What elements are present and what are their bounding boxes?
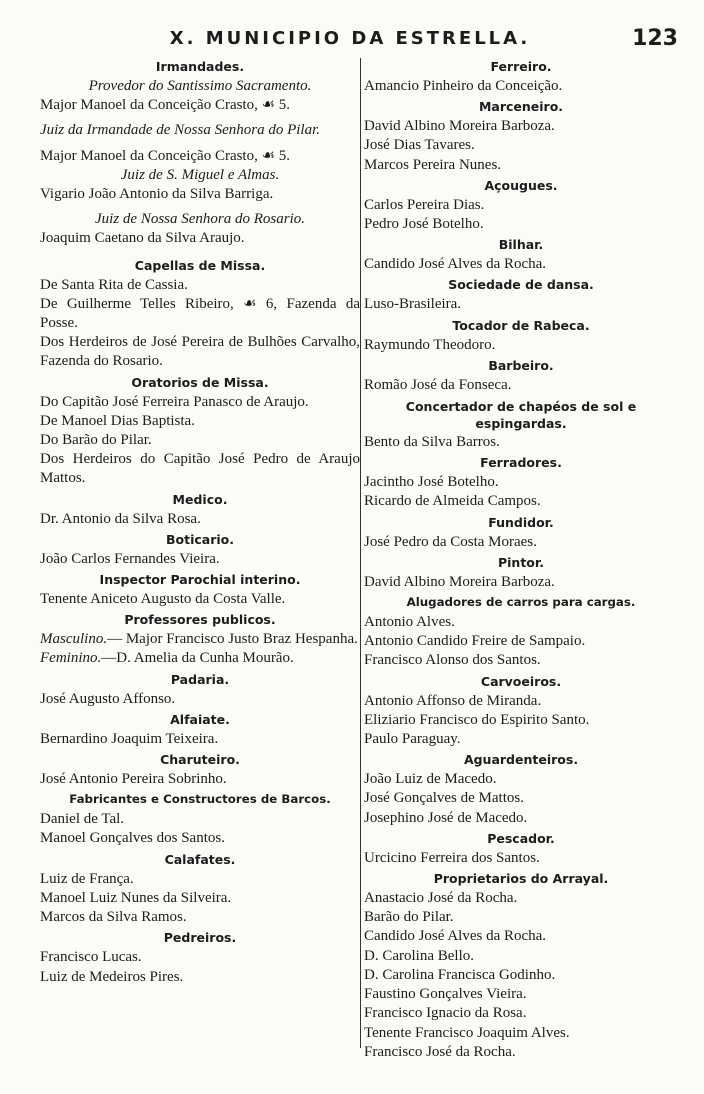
- entry: Major Manoel da Conceição Crasto, ☙ 5.: [40, 147, 291, 164]
- section-heading-medico: Medico.: [172, 491, 228, 507]
- entry: Luiz de Medeiros Pires.: [40, 968, 184, 985]
- left-column: [40, 56, 360, 987]
- section-heading-bilhar: Bilhar.: [498, 237, 544, 253]
- section-heading-pescador: Pescador.: [487, 830, 555, 846]
- entry: [40, 649, 360, 668]
- entry: Dos Herdeiros do Capitão José Pedro de Araujo Mattos.: [40, 451, 360, 487]
- entry: Carlos Pereira Dias.: [364, 196, 485, 213]
- section-heading-acougues: Açougues.: [484, 177, 558, 193]
- entry: Marcos Pereira Nunes.: [364, 156, 502, 173]
- entry: Juiz da Irmandade de Nossa Senhora do Pilar.: [40, 122, 320, 139]
- entry: Ricardo de Almeida Campos.: [364, 493, 541, 510]
- entry: Joaquim Caetano da Silva Araujo.: [40, 230, 245, 247]
- section-heading-carvoeiros: Carvoeiros.: [480, 673, 562, 689]
- entry: Dr. Antonio da Silva Rosa.: [40, 510, 201, 527]
- section-heading-inspector: Inspector Parochial interino.: [99, 572, 301, 588]
- entry: José Antonio Pereira Sobrinho.: [40, 771, 227, 788]
- section-heading-calafates: Calafates.: [164, 851, 236, 867]
- entry: Provedor do Santissimo Sacramento.: [88, 78, 312, 94]
- section-heading-fundidor: Fundidor.: [488, 514, 554, 530]
- entry: Tenente Aniceto Augusto da Costa Valle.: [40, 591, 286, 608]
- entry: José Pedro da Costa Moraes.: [364, 533, 537, 550]
- entry: Marcos da Silva Ramos.: [40, 909, 187, 926]
- entry: Francisco Ignacio da Rosa.: [364, 1005, 527, 1022]
- section-heading-oratorios: Oratorios de Missa.: [131, 374, 269, 390]
- entry: Vigario João Antonio da Silva Barriga.: [40, 186, 274, 203]
- section-heading-ferreiro: Ferreiro.: [490, 59, 552, 74]
- section-heading-capellas: Capellas de Missa.: [134, 257, 266, 273]
- entry: Raymundo Theodoro.: [364, 336, 496, 353]
- entry: Bento da Silva Barros.: [364, 434, 500, 451]
- entry: Do Barão do Pilar.: [40, 432, 152, 449]
- entry: Amancio Pinheiro da Conceição.: [364, 78, 563, 94]
- entry: Francisco José da Rocha.: [364, 1043, 516, 1060]
- entry: Anastacio José da Rocha.: [364, 890, 518, 907]
- section-heading-concertador: Concertador de chapéos de sol e espingardas.: [405, 399, 637, 432]
- entry: Do Capitão José Ferreira Panasco de Araujo.: [40, 393, 309, 410]
- entry: Bernardino Joaquim Teixeira.: [40, 730, 219, 747]
- masculino-name: — Major Francisco Justo Braz Hespanha.: [107, 631, 358, 648]
- entry: José Dias Tavares.: [364, 137, 475, 154]
- entry: Luso-Brasileira.: [364, 296, 462, 313]
- entry: Barão do Pilar.: [364, 909, 454, 926]
- entry: Manoel Gonçalves dos Santos.: [40, 830, 225, 847]
- entry: Luiz de França.: [40, 870, 134, 887]
- page-title: X. MUNICIPIO DA ESTRELLA.: [169, 28, 531, 49]
- entry: Antonio Alves.: [364, 614, 455, 631]
- entry: Josephino José de Macedo.: [364, 809, 528, 826]
- section-heading-proprietarios: Proprietarios do Arrayal.: [433, 871, 609, 887]
- entry: Francisco Lucas.: [40, 949, 142, 966]
- section-heading-pedreiros: Pedreiros.: [163, 930, 237, 946]
- entry: Juiz de Nossa Senhora do Rosario.: [95, 211, 305, 228]
- section-heading-alfaiate: Alfaiate.: [170, 711, 230, 727]
- section-heading-marceneiro: Marceneiro.: [478, 99, 564, 115]
- feminino-name: —D. Amelia da Cunha Mourão.: [101, 650, 294, 667]
- entry: Dos Herdeiros de José Pereira de Bulhões Carvalho, Fazenda do Rosario.: [40, 334, 360, 370]
- entry: Eliziario Francisco do Espirito Santo.: [364, 711, 590, 728]
- entry: D. Carolina Francisca Godinho.: [364, 966, 556, 983]
- entry: Paulo Paraguay.: [364, 731, 461, 748]
- entry: Tenente Francisco Joaquim Alves.: [364, 1024, 570, 1041]
- section-heading-irmandades: Irmandades.: [155, 59, 245, 74]
- section-heading-padaria: Padaria.: [170, 671, 230, 687]
- entry: Pedro José Botelho.: [364, 216, 484, 233]
- entry: João Luiz de Macedo.: [364, 771, 497, 788]
- entry: Antonio Candido Freire de Sampaio.: [364, 633, 586, 650]
- entry: Romão José da Fonseca.: [364, 376, 512, 393]
- entry: Antonio Affonso de Miranda.: [364, 692, 542, 709]
- entry: João Carlos Fernandes Vieira.: [40, 550, 220, 567]
- entry: Candido José Alves da Rocha.: [364, 928, 547, 945]
- entry: De Santa Rita de Cassia.: [40, 276, 188, 293]
- column-divider: [360, 58, 361, 1048]
- section-heading-aguardenteiros: Aguardenteiros.: [463, 752, 579, 768]
- entry: Francisco Alonso dos Santos.: [364, 652, 541, 669]
- section-heading-professores: Professores publicos.: [124, 612, 276, 628]
- masculino-label: Masculino.: [40, 631, 108, 648]
- entry: D. Carolina Bello.: [364, 947, 474, 964]
- entry: Daniel de Tal.: [40, 811, 125, 828]
- entry: Urcicino Ferreira dos Santos.: [364, 849, 540, 866]
- entry: David Albino Moreira Barboza.: [364, 118, 555, 135]
- section-heading-fabricantes: Fabricantes e Constructores de Barcos.: [69, 792, 331, 807]
- right-column: [364, 56, 678, 1062]
- section-heading-boticario: Boticario.: [165, 531, 234, 547]
- entry: [40, 630, 360, 649]
- entry: Jacintho José Botelho.: [364, 474, 499, 491]
- section-heading-sociedade: Sociedade de dansa.: [448, 277, 594, 293]
- entry: David Albino Moreira Barboza.: [364, 573, 555, 590]
- entry: José Gonçalves de Mattos.: [364, 790, 524, 807]
- page-number: 123: [632, 26, 678, 51]
- page-header: [0, 28, 704, 54]
- entry: De Manoel Dias Baptista.: [40, 412, 195, 429]
- section-heading-ferradores: Ferradores.: [480, 455, 562, 471]
- section-heading-pintor: Pintor.: [497, 554, 545, 570]
- entry: Juiz de S. Miguel e Almas.: [120, 166, 280, 183]
- entry: De Guilherme Telles Ribeiro, ☙ 6, Fazenda da Posse.: [40, 295, 360, 332]
- entry: Faustino Gonçalves Vieira.: [364, 986, 527, 1003]
- section-heading-barbeiro: Barbeiro.: [488, 357, 554, 373]
- section-heading-charuteiro: Charuteiro.: [160, 752, 240, 768]
- entry: Manoel Luiz Nunes da Silveira.: [40, 889, 232, 906]
- section-heading-alugadores: Alugadores de carros para cargas.: [406, 595, 636, 610]
- entry: José Augusto Affonso.: [40, 690, 176, 707]
- entry: Candido José Alves da Rocha.: [364, 256, 547, 273]
- feminino-label: Feminino.: [40, 650, 102, 667]
- entry: Major Manoel da Conceição Crasto, ☙ 5.: [40, 97, 291, 114]
- section-heading-tocador: Tocador de Rabeca.: [452, 317, 590, 333]
